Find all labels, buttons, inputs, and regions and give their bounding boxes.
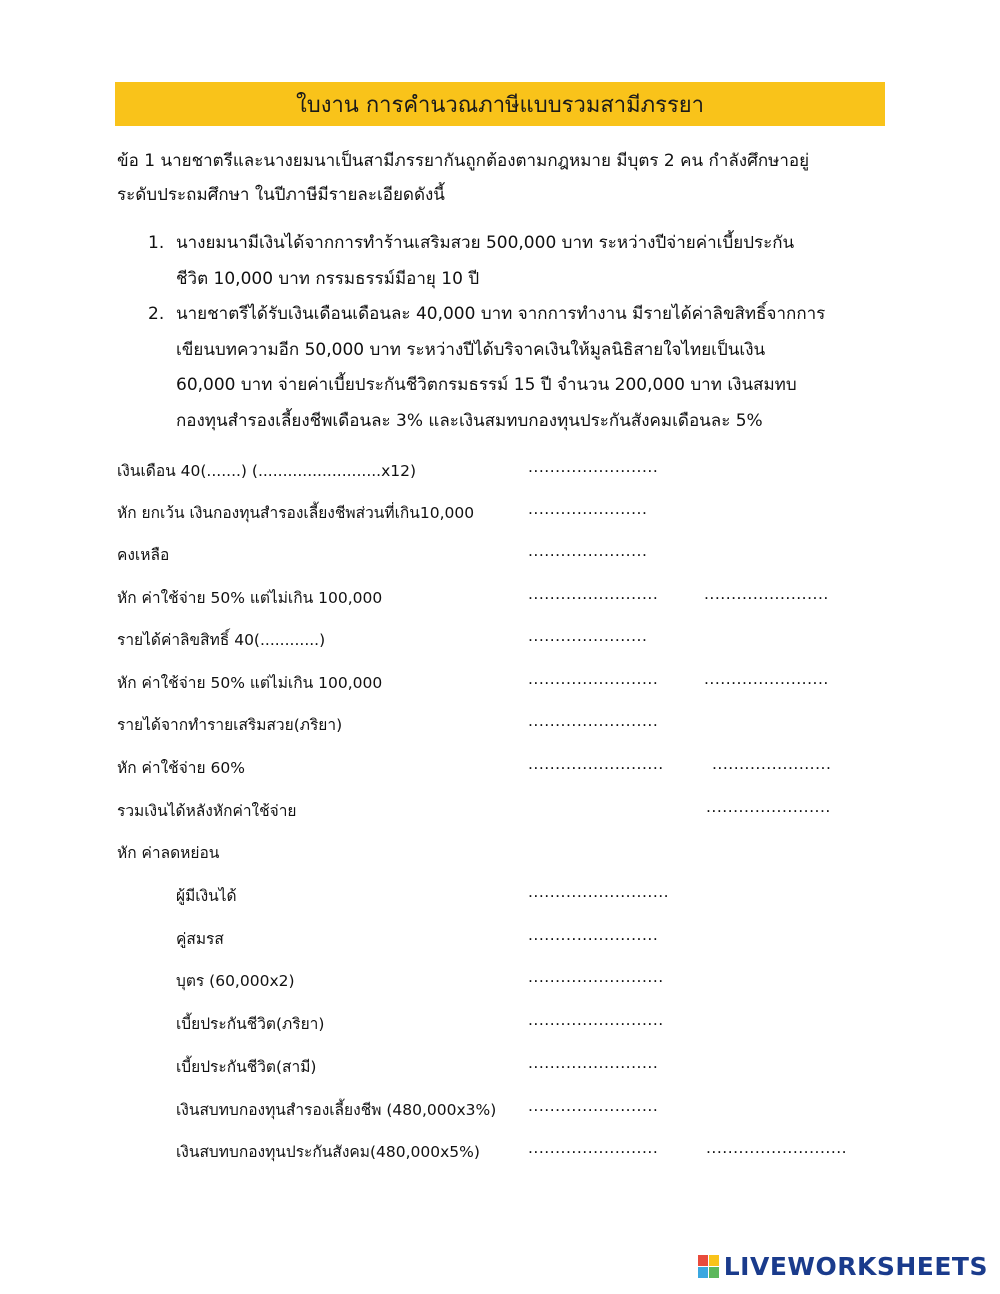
- list-line: เขียนบทความอีก 50,000 บาท ระหว่างปีได้บริจาคเงินให้มูลนิธิสายใจไทยเป็นเงิน: [176, 339, 766, 360]
- worksheet-row: [0, 968, 1000, 998]
- worksheet-row: [0, 458, 1000, 488]
- answer-blank-total[interactable]: ......................: [712, 755, 832, 773]
- worksheet-row: [0, 1054, 1000, 1084]
- row-label: บุตร (60,000x2): [176, 972, 295, 990]
- list-line: ชีวิต 10,000 บาท กรรมธรรม์มีอายุ 10 ปี: [176, 268, 480, 289]
- worksheet-row: [0, 840, 1000, 870]
- worksheet-row: [0, 926, 1000, 956]
- row-label: คงเหลือ: [117, 546, 170, 564]
- list-number: 1.: [148, 233, 165, 253]
- answer-blank[interactable]: ........................: [528, 585, 659, 603]
- row-label: รวมเงินได้หลังหักค่าใช้จ่าย: [117, 802, 297, 820]
- row-label: หัก ค่าใช้จ่าย 60%: [117, 759, 245, 777]
- row-label: หัก ยกเว้น เงินกองทุนสำรองเลี้ยงชีพส่วนที่เกิน10,000: [117, 504, 475, 522]
- answer-blank[interactable]: ........................: [528, 670, 659, 688]
- intro-line: ข้อ 1 นายชาตรีและนางยมนาเป็นสามีภรรยากันถูกต้องตามกฎหมาย มีบุตร 2 คน กำลังศึกษาอยู่: [117, 151, 810, 171]
- list-item: [148, 297, 888, 439]
- worksheet-row: [0, 627, 1000, 657]
- answer-blank[interactable]: ........................: [528, 458, 659, 476]
- answer-blank-total[interactable]: .......................: [706, 798, 831, 816]
- row-label: เบี้ยประกันชีวิต(ภริยา): [176, 1015, 325, 1033]
- intro-line: ระดับประถมศึกษา ในปีภาษีมีรายละเอียดดังนี้: [117, 185, 445, 205]
- answer-blank[interactable]: ......................: [528, 627, 648, 645]
- answer-blank-total[interactable]: .......................: [704, 585, 829, 603]
- worksheet-row: [0, 670, 1000, 700]
- answer-blank[interactable]: ........................: [528, 926, 659, 944]
- list-line: นายชาตรีได้รับเงินเดือนเดือนละ 40,000 บาท จากการทำงาน มีรายได้ค่าลิขสิทธิ์จากการ: [176, 304, 826, 324]
- worksheet-row: [0, 1011, 1000, 1041]
- worksheet-row: [0, 500, 1000, 530]
- list-number: 2.: [148, 304, 165, 324]
- row-label: เงินสบทบกองทุนประกันสังคม(480,000x5%): [176, 1143, 480, 1161]
- worksheet-row: [0, 585, 1000, 615]
- answer-blank[interactable]: ........................: [528, 1097, 659, 1115]
- answer-blank[interactable]: .........................: [528, 1011, 664, 1029]
- row-label: เงินสบทบกองทุนสำรองเลี้ยงชีพ (480,000x3%): [176, 1101, 497, 1119]
- worksheet-row: [0, 1097, 1000, 1127]
- row-label: หัก ค่าใช้จ่าย 50% แต่ไม่เกิน 100,000: [117, 674, 383, 692]
- title-bar: [115, 82, 885, 126]
- answer-blank[interactable]: ........................: [528, 1139, 659, 1157]
- worksheet-row: [0, 883, 1000, 913]
- answer-blank-total[interactable]: ..........................: [706, 1139, 848, 1157]
- row-label: เงินเดือน 40(.......) (.........................x12): [117, 462, 417, 480]
- answer-blank[interactable]: .........................: [528, 755, 664, 773]
- row-label: หัก ค่าใช้จ่าย 50% แต่ไม่เกิน 100,000: [117, 589, 383, 607]
- answer-blank[interactable]: .........................: [528, 968, 664, 986]
- answer-blank[interactable]: ......................: [528, 500, 648, 518]
- worksheet-row: [0, 1139, 1000, 1169]
- row-label: หัก ค่าลดหย่อน: [117, 844, 220, 862]
- intro-paragraph: [117, 144, 887, 212]
- row-label: เบี้ยประกันชีวิต(สามี): [176, 1058, 317, 1076]
- liveworksheets-brand[interactable]: [698, 1252, 988, 1281]
- row-label: รายได้ค่าลิขสิทธิ์ 40(............): [117, 631, 326, 649]
- page-title: ใบงาน การคำนวณภาษีแบบรวมสามีภรรยา: [296, 92, 704, 118]
- answer-blank[interactable]: ........................: [528, 1054, 659, 1072]
- brand-name: LIVEWORKSHEETS: [723, 1252, 988, 1281]
- answer-blank-total[interactable]: .......................: [704, 670, 829, 688]
- answer-blank[interactable]: ..........................: [528, 883, 670, 901]
- row-label: คู่สมรส: [176, 930, 224, 948]
- liveworksheets-logo-icon: [698, 1255, 720, 1279]
- worksheet-row: [0, 798, 1000, 828]
- worksheet-row: [0, 542, 1000, 572]
- list-line: 60,000 บาท จ่ายค่าเบี้ยประกันชีวิตกรมธรรม์ 15 ปี จำนวน 200,000 บาท เงินสมทบ: [176, 375, 797, 395]
- answer-blank[interactable]: ........................: [528, 712, 659, 730]
- list-item: [148, 226, 888, 297]
- answer-blank[interactable]: ......................: [528, 542, 648, 560]
- list-line: นางยมนามีเงินได้จากการทำร้านเสริมสวย 500,000 บาท ระหว่างปีจ่ายค่าเบี้ยประกัน: [176, 233, 795, 253]
- worksheet-row: [0, 755, 1000, 785]
- row-label: ผู้มีเงินได้: [176, 887, 237, 905]
- worksheet-row: [0, 712, 1000, 742]
- list-line: กองทุนสำรองเลี้ยงชีพเดือนละ 3% และเงินสมทบกองทุนประกันสังคมเดือนละ 5%: [176, 410, 763, 431]
- detail-list: [148, 226, 888, 439]
- row-label: รายได้จากทำรายเสริมสวย(ภริยา): [117, 716, 343, 734]
